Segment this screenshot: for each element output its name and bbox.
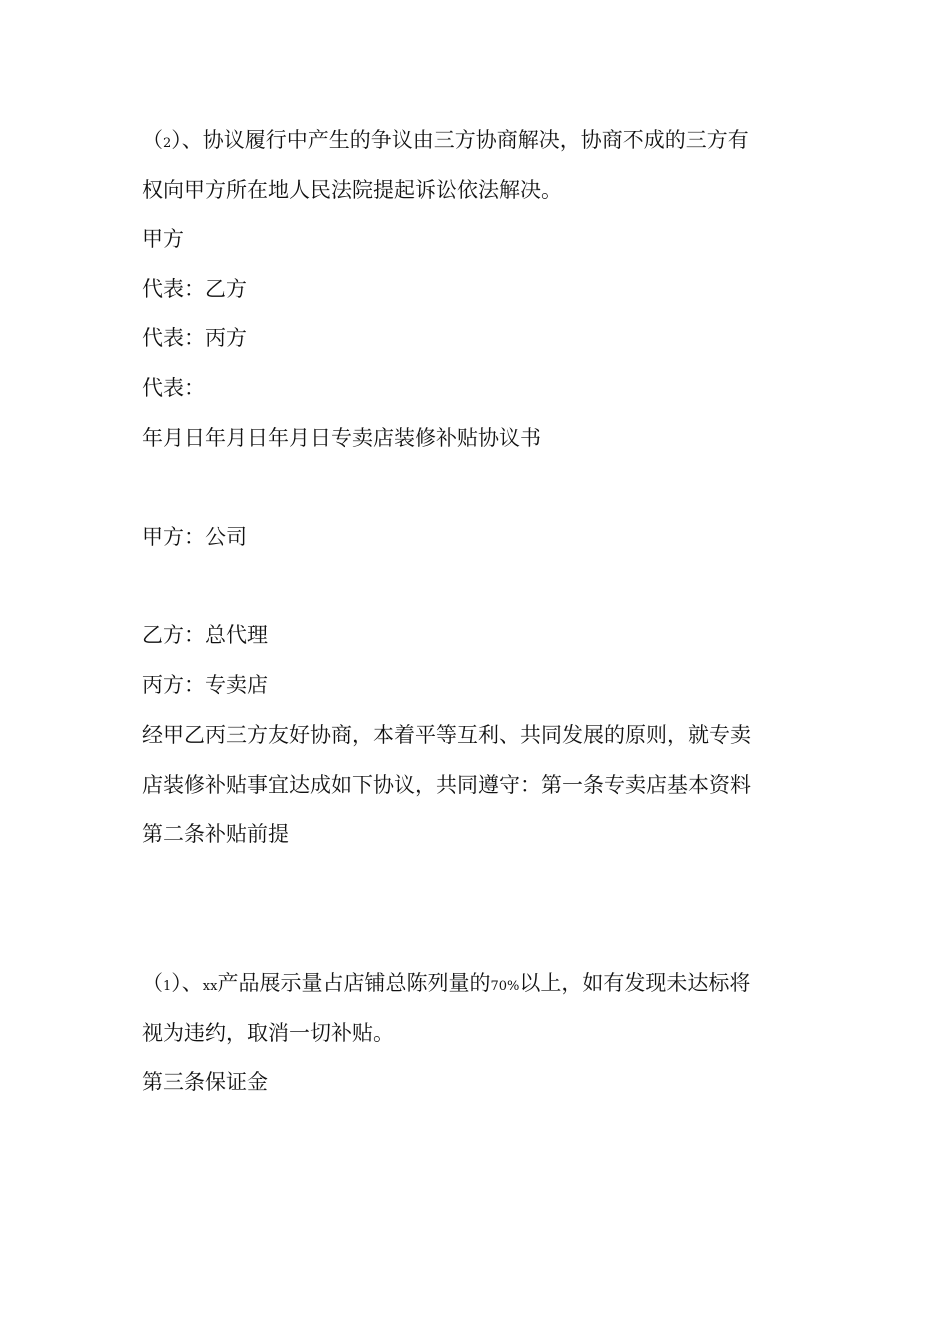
product-placeholder: xx — [202, 979, 218, 994]
party-c-store: 丙方：专卖店 — [142, 673, 268, 697]
representative-label: 代表： — [142, 376, 205, 400]
clause-text-end: 以上，如有发现未达标将 — [519, 971, 751, 995]
preamble-line-2: 店装修补贴事宜达成如下协议，共同遵守：第一条专卖店基本资料 — [142, 773, 751, 797]
item-number: 2 — [163, 136, 172, 151]
party-a-label: 甲方 — [142, 227, 184, 251]
clause-dispute-line-1 — [142, 126, 749, 158]
party-a-company: 甲方：公司 — [142, 525, 247, 549]
clause-dispute-line-2: 权向甲方所在地人民法院提起诉讼依法解决。 — [142, 178, 562, 202]
preamble-line-1: 经甲乙丙三方友好协商，本着平等互利、共同发展的原则，就专卖 — [142, 723, 751, 747]
percentage-value: 70% — [490, 979, 520, 994]
paren-open: （ — [142, 128, 163, 152]
paren-open: （ — [142, 971, 163, 995]
representative-party-c: 代表：丙方 — [142, 326, 247, 350]
condition-1-line-2: 视为违约，取消一切补贴。 — [142, 1021, 394, 1045]
representative-party-b: 代表：乙方 — [142, 277, 247, 301]
clause-text: ）、协议履行中产生的争议由三方协商解决，协商不成的三方有 — [171, 128, 749, 152]
article-2-heading: 第二条补贴前提 — [142, 822, 289, 846]
article-3-heading: 第三条保证金 — [142, 1070, 268, 1094]
date-and-document-title: 年月日年月日年月日专卖店装修补贴协议书 — [142, 426, 541, 450]
condition-1-line-1 — [142, 969, 750, 1001]
party-b-agent: 乙方：总代理 — [142, 623, 268, 647]
paren-close: ）、 — [171, 971, 203, 995]
item-number: 1 — [163, 979, 172, 994]
clause-text: 产品展示量占店铺总陈列量的 — [217, 971, 491, 995]
